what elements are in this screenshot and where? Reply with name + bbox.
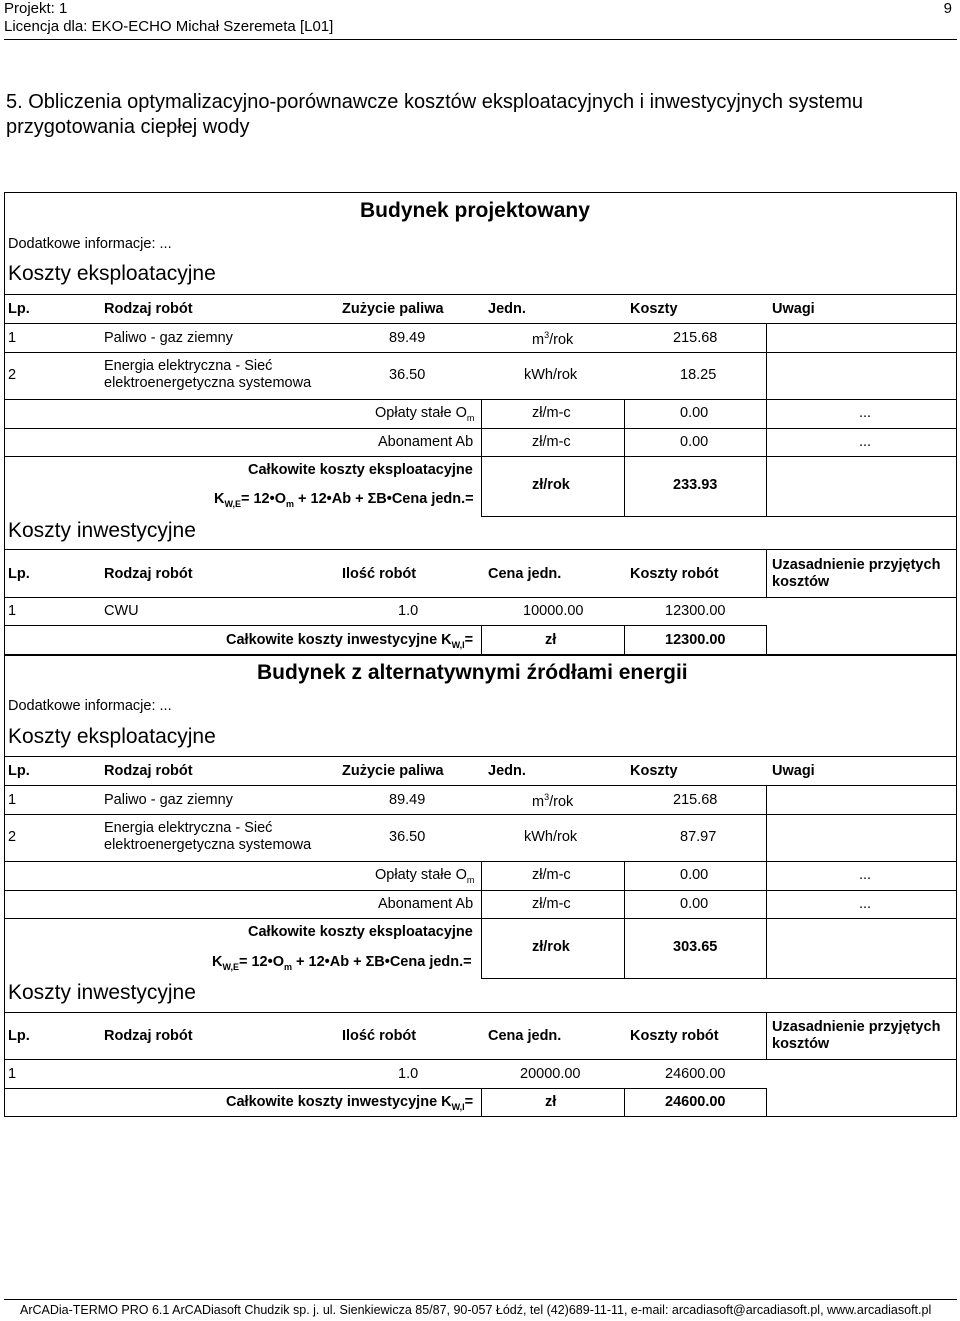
col-line — [766, 1088, 767, 1117]
row-line — [4, 352, 957, 353]
col-header-justification: Uzasadnienie przyjętych — [772, 1019, 941, 1035]
row-fuel: 89.49 — [389, 330, 426, 346]
operating-total-unit: zł/rok — [532, 477, 570, 493]
row-unit: kWh/rok — [524, 829, 578, 845]
operating-costs-title: Koszty eksploatacyjne — [8, 725, 216, 748]
col-line — [481, 625, 482, 655]
row-lp: 1 — [8, 330, 17, 346]
col-line — [766, 625, 767, 655]
row-lp: 1 — [8, 603, 17, 619]
page-number: 9 — [943, 0, 952, 17]
fixed-fee-label: Opłaty stałe $O_m$ — [375, 405, 475, 423]
row-line — [4, 625, 767, 626]
col-header-costs: Koszty — [630, 301, 678, 317]
subscription-value: 0.00 — [680, 896, 709, 912]
col-header-costs: Koszty — [630, 763, 678, 779]
subscription-note: ... — [859, 434, 872, 450]
header-divider — [4, 39, 957, 40]
row-unit: $m^3$/rok — [532, 792, 574, 810]
col-line — [766, 549, 767, 597]
row-unit-price: 20000.00 — [520, 1066, 581, 1082]
row-line — [4, 597, 957, 598]
col-header-justification-2: kosztów — [772, 1036, 830, 1052]
col-header-justification: Uzasadnienie przyjętych — [772, 557, 941, 573]
col-line — [766, 785, 767, 862]
fixed-fee-note: ... — [859, 867, 872, 883]
subscription-label: Abonament Ab — [378, 434, 474, 450]
operating-total-label: Całkowite koszty eksploatacyjne — [248, 462, 473, 478]
col-line — [766, 399, 767, 517]
operating-total-label: Całkowite koszty eksploatacyjne — [248, 924, 473, 940]
row-lp: 2 — [8, 367, 17, 383]
col-line — [624, 399, 625, 517]
investment-total-value: 24600.00 — [665, 1094, 726, 1110]
col-header-quantity: Ilość robót — [342, 1028, 417, 1044]
investment-total-label: Całkowite koszty inwestycyjne $K_{W,I}=$ — [226, 632, 474, 650]
row-fuel: 89.49 — [389, 792, 426, 808]
fixed-fee-value: 0.00 — [680, 867, 709, 883]
footer-text: ArCADia-TERMO PRO 6.1 ArCADiasoft Chudzik sp. j. ul. Sienkiewicza 85/87, 90-057 Łódź, tel (42)689-11-11, e-mail: arcadiasoft@arcadiasoft.pl, www.arcadiasoft.pl — [20, 1303, 932, 1317]
col-header-notes: Uwagi — [772, 763, 815, 779]
project-label: Projekt: 1 — [4, 0, 68, 17]
col-header-lp: Lp. — [8, 1028, 30, 1044]
operating-total-unit: zł/rok — [532, 939, 570, 955]
row-unit-price: 10000.00 — [523, 603, 584, 619]
row-quantity: 1.0 — [398, 603, 419, 619]
col-header-work-cost: Koszty robót — [630, 566, 719, 582]
row-lp: 2 — [8, 829, 17, 845]
col-line — [624, 1088, 625, 1117]
operating-total-formula: $K_{W,E}=$ $12•O_m$ + 12•Ab + ΣB•Cena jedn.= — [214, 491, 474, 509]
row-unit: $m^3$/rok — [532, 330, 574, 348]
col-header-fuel: Zużycie paliwa — [342, 301, 444, 317]
row-work: CWU — [104, 603, 139, 619]
row-lp: 1 — [8, 792, 17, 808]
investment-total-unit: zł — [545, 1094, 557, 1110]
subscription-unit: zł/m-c — [532, 434, 571, 450]
col-header-fuel: Zużycie paliwa — [342, 763, 444, 779]
fixed-fee-note: ... — [859, 405, 872, 421]
row-line — [481, 516, 957, 517]
operating-total-formula: $K_{W,E}=$ $12•O_m$ + 12•Ab + ΣB•Cena jedn.= — [212, 954, 472, 972]
row-cost: 215.68 — [673, 330, 718, 346]
col-line — [766, 861, 767, 979]
row-line — [4, 756, 957, 757]
col-line — [624, 625, 625, 655]
row-cost: 87.97 — [680, 829, 717, 845]
row-line — [4, 1088, 767, 1089]
row-quantity: 1.0 — [398, 1066, 419, 1082]
col-header-work: Rodzaj robót — [104, 1028, 193, 1044]
operating-total-value: 303.65 — [673, 939, 718, 955]
col-header-quantity: Ilość robót — [342, 566, 417, 582]
row-line — [4, 814, 957, 815]
fixed-fee-label: Opłaty stałe $O_m$ — [375, 867, 475, 885]
col-header-justification-2: kosztów — [772, 574, 830, 590]
footer-divider — [4, 1299, 957, 1300]
row-lp: 1 — [8, 1066, 17, 1082]
row-work: Energia elektryczna - Sieć — [104, 358, 273, 374]
section-title: Budynek projektowany — [360, 199, 590, 222]
row-work: Paliwo - gaz ziemny — [104, 330, 233, 346]
col-line — [624, 861, 625, 979]
col-header-unit-price: Cena jedn. — [488, 1028, 562, 1044]
fixed-fee-unit: zł/m-c — [532, 405, 571, 421]
row-line — [4, 1059, 957, 1060]
investment-total-label: Całkowite koszty inwestycyjne $K_{W,I}=$ — [226, 1094, 474, 1112]
col-header-work-cost: Koszty robót — [630, 1028, 719, 1044]
row-fuel: 36.50 — [389, 829, 426, 845]
operating-total-value: 233.93 — [673, 477, 718, 493]
investment-total-value: 12300.00 — [665, 632, 726, 648]
page-title: 5. Obliczenia optymalizacyjno-porównawcze kosztów eksploatacyjnych i inwestycyjnych systemu przygotowania ciepłej wody — [6, 91, 864, 138]
col-header-unit: Jedn. — [488, 301, 526, 317]
row-work-line2: elektroenergetyczna systemowa — [104, 375, 312, 391]
subscription-unit: zł/m-c — [532, 896, 571, 912]
subscription-note: ... — [859, 896, 872, 912]
fixed-fee-value: 0.00 — [680, 405, 709, 421]
col-line — [481, 399, 482, 517]
col-header-unit: Jedn. — [488, 763, 526, 779]
col-header-unit-price: Cena jedn. — [488, 566, 562, 582]
subscription-value: 0.00 — [680, 434, 709, 450]
operating-costs-title: Koszty eksploatacyjne — [8, 262, 216, 285]
investment-costs-title: Koszty inwestycyjne — [8, 519, 196, 542]
col-header-lp: Lp. — [8, 763, 30, 779]
col-line — [481, 861, 482, 979]
col-header-notes: Uwagi — [772, 301, 815, 317]
row-work-line2: elektroenergetyczna systemowa — [104, 837, 312, 853]
row-cost: 18.25 — [680, 367, 717, 383]
row-line — [4, 1012, 957, 1013]
investment-costs-title: Koszty inwestycyjne — [8, 981, 196, 1004]
row-work: Energia elektryczna - Sieć — [104, 820, 273, 836]
row-work: Paliwo - gaz ziemny — [104, 792, 233, 808]
row-fuel: 36.50 — [389, 367, 426, 383]
row-cost: 24600.00 — [665, 1066, 726, 1082]
investment-total-unit: zł — [545, 632, 557, 648]
extra-info: Dodatkowe informacje: ... — [8, 236, 172, 252]
row-unit: kWh/rok — [524, 367, 578, 383]
col-header-work: Rodzaj robót — [104, 763, 193, 779]
row-cost: 12300.00 — [665, 603, 726, 619]
col-line — [766, 323, 767, 400]
col-line — [766, 1012, 767, 1059]
col-header-work: Rodzaj robót — [104, 301, 193, 317]
col-line — [481, 1088, 482, 1117]
extra-info: Dodatkowe informacje: ... — [8, 698, 172, 714]
col-header-lp: Lp. — [8, 301, 30, 317]
col-header-work: Rodzaj robót — [104, 566, 193, 582]
fixed-fee-unit: zł/m-c — [532, 867, 571, 883]
subscription-label: Abonament Ab — [378, 896, 474, 912]
row-line — [4, 549, 957, 550]
row-line — [481, 978, 957, 979]
row-line — [4, 323, 957, 324]
row-line — [4, 294, 957, 295]
row-line — [4, 785, 957, 786]
col-header-lp: Lp. — [8, 566, 30, 582]
license-label: Licencja dla: EKO-ECHO Michał Szeremeta [L01] — [4, 18, 334, 35]
section-title: Budynek z alternatywnymi źródłami energii — [257, 661, 688, 684]
row-cost: 215.68 — [673, 792, 718, 808]
